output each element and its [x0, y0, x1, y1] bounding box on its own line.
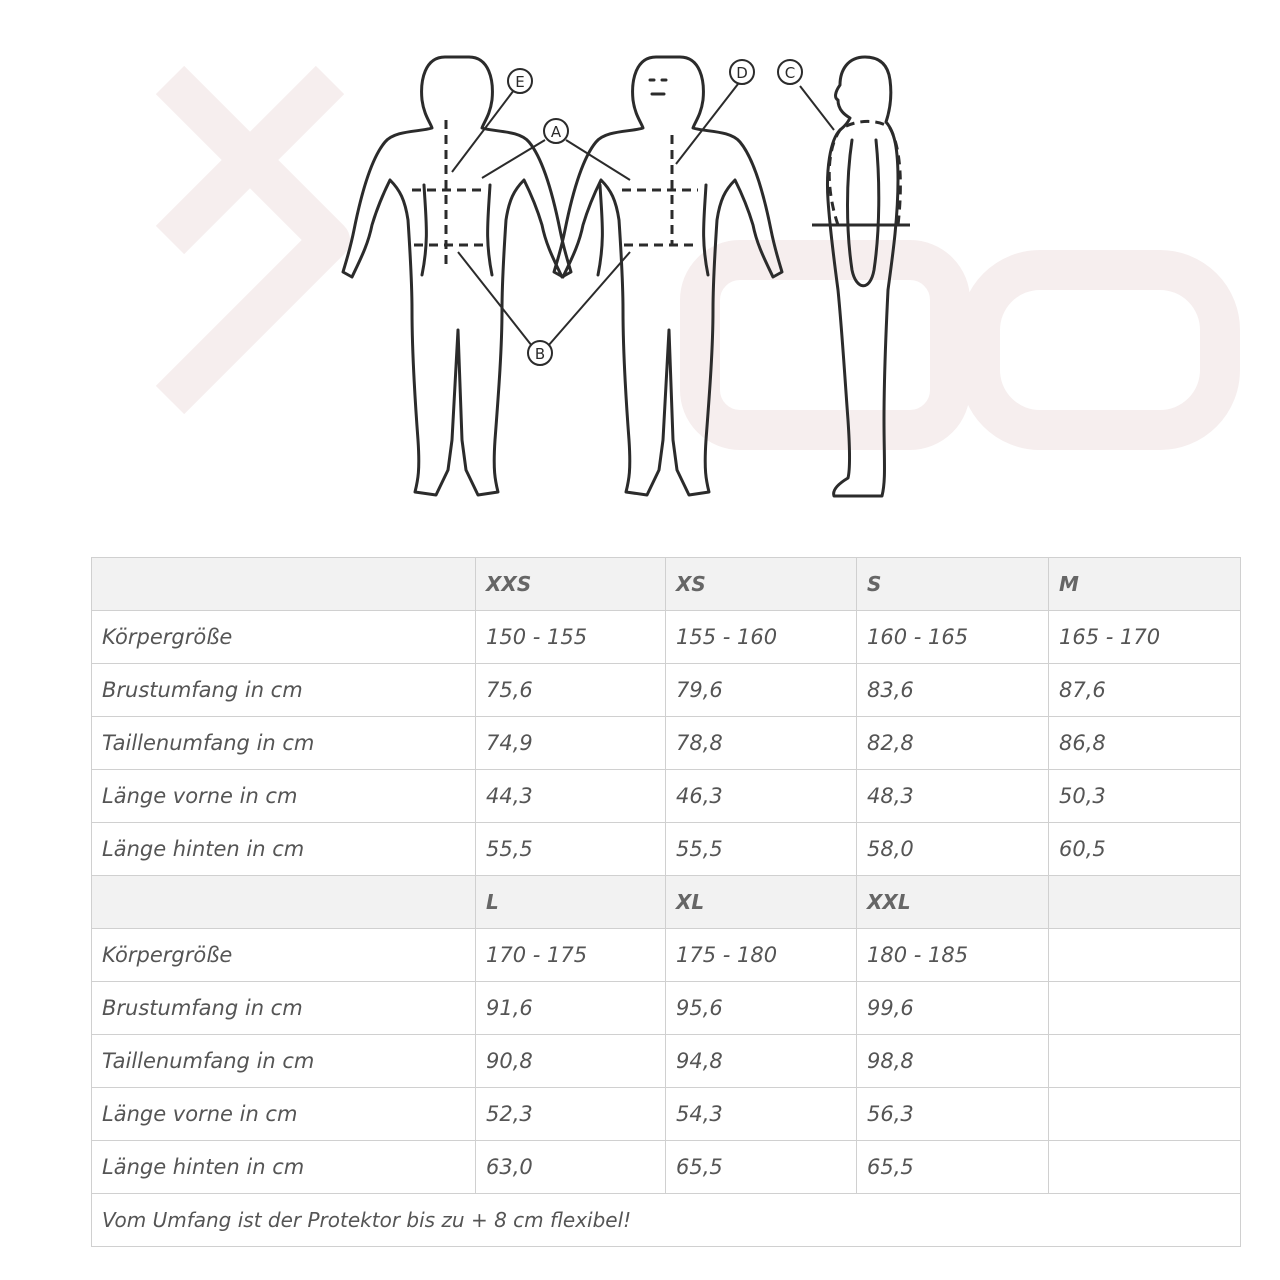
cell-value: 50,3 — [1049, 770, 1241, 823]
size-header-xl: XL — [666, 876, 857, 929]
row-label: Taillenumfang in cm — [92, 1035, 476, 1088]
row-label: Körpergröße — [92, 929, 476, 982]
cell-value: 74,9 — [476, 717, 666, 770]
row-label: Länge hinten in cm — [92, 1141, 476, 1194]
cell-value: 78,8 — [666, 717, 857, 770]
table-row — [92, 1088, 1241, 1141]
cell-value: 155 - 160 — [666, 611, 857, 664]
size-header-xs: XS — [666, 558, 857, 611]
cell-value: 94,8 — [666, 1035, 857, 1088]
cell-value: 46,3 — [666, 770, 857, 823]
table-row — [92, 770, 1241, 823]
header-blank-cell — [92, 876, 476, 929]
cell-value: 55,5 — [476, 823, 666, 876]
table-row — [92, 982, 1241, 1035]
cell-value: 165 - 170 — [1049, 611, 1241, 664]
size-header-row — [92, 558, 1241, 611]
empty-cell — [1049, 929, 1241, 982]
empty-cell — [1049, 1141, 1241, 1194]
flexibility-note: Vom Umfang ist der Protektor bis zu + 8 cm flexibel! — [92, 1194, 1241, 1247]
size-header-xxl: XXL — [857, 876, 1049, 929]
callout-c-label: C — [784, 64, 796, 82]
cell-value: 82,8 — [857, 717, 1049, 770]
table-row — [92, 611, 1241, 664]
cell-value: 87,6 — [1049, 664, 1241, 717]
measurement-figure — [330, 40, 930, 520]
empty-cell — [1049, 1035, 1241, 1088]
cell-value: 170 - 175 — [476, 929, 666, 982]
header-blank-cell — [1049, 876, 1241, 929]
cell-value: 65,5 — [857, 1141, 1049, 1194]
cell-value: 180 - 185 — [857, 929, 1049, 982]
callout-d-label: D — [736, 64, 748, 82]
size-header-m: M — [1049, 558, 1241, 611]
back-view-figure — [343, 57, 571, 495]
cell-value: 79,6 — [666, 664, 857, 717]
cell-value: 150 - 155 — [476, 611, 666, 664]
cell-value: 60,5 — [1049, 823, 1241, 876]
table-row — [92, 823, 1241, 876]
cell-value: 98,8 — [857, 1035, 1049, 1088]
row-label: Länge vorne in cm — [92, 770, 476, 823]
cell-value: 86,8 — [1049, 717, 1241, 770]
empty-cell — [1049, 982, 1241, 1035]
table-row — [92, 929, 1241, 982]
cell-value: 175 - 180 — [666, 929, 857, 982]
protector-outline — [829, 121, 900, 225]
table-row — [92, 1035, 1241, 1088]
callout-a-label: A — [550, 123, 562, 141]
cell-value: 56,3 — [857, 1088, 1049, 1141]
cell-value: 75,6 — [476, 664, 666, 717]
cell-value: 90,8 — [476, 1035, 666, 1088]
cell-value: 63,0 — [476, 1141, 666, 1194]
cell-value: 54,3 — [666, 1088, 857, 1141]
cell-value: 95,6 — [666, 982, 857, 1035]
row-label: Körpergröße — [92, 611, 476, 664]
table-row — [92, 664, 1241, 717]
row-label: Länge vorne in cm — [92, 1088, 476, 1141]
empty-cell — [1049, 1088, 1241, 1141]
cell-value: 91,6 — [476, 982, 666, 1035]
size-header-xxs: XXS — [476, 558, 666, 611]
row-label: Taillenumfang in cm — [92, 717, 476, 770]
size-header-s: S — [857, 558, 1049, 611]
cell-value: 58,0 — [857, 823, 1049, 876]
header-blank-cell — [92, 558, 476, 611]
row-label: Brustumfang in cm — [92, 664, 476, 717]
row-label: Länge hinten in cm — [92, 823, 476, 876]
cell-value: 99,6 — [857, 982, 1049, 1035]
size-header-l: L — [476, 876, 666, 929]
callout-e-label: E — [515, 73, 525, 91]
size-header-row — [92, 876, 1241, 929]
size-chart-table — [91, 557, 1241, 1247]
note-row — [92, 1194, 1241, 1247]
cell-value: 48,3 — [857, 770, 1049, 823]
cell-value: 160 - 165 — [857, 611, 1049, 664]
front-view-figure — [554, 57, 782, 495]
table-row — [92, 1141, 1241, 1194]
table-row — [92, 717, 1241, 770]
cell-value: 44,3 — [476, 770, 666, 823]
cell-value: 65,5 — [666, 1141, 857, 1194]
callout-b-label: B — [534, 345, 546, 363]
cell-value: 55,5 — [666, 823, 857, 876]
row-label: Brustumfang in cm — [92, 982, 476, 1035]
cell-value: 83,6 — [857, 664, 1049, 717]
cell-value: 52,3 — [476, 1088, 666, 1141]
